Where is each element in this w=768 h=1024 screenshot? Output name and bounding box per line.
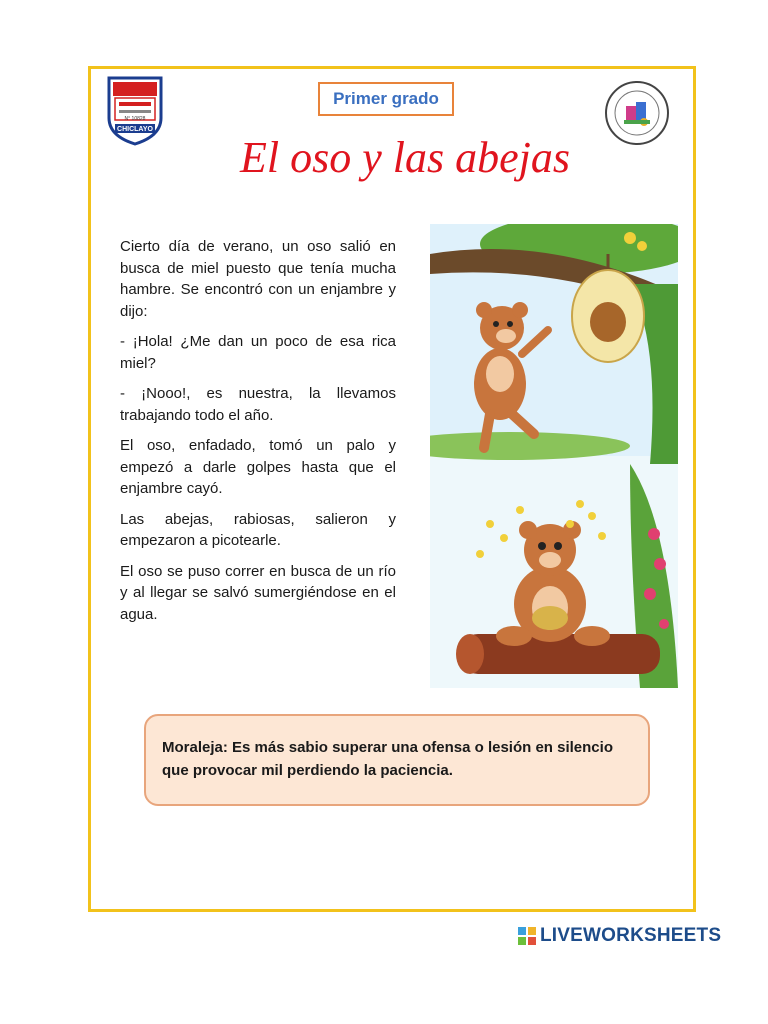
moral-text: Moraleja: Es más sabio superar una ofensa o lesión en silencio que provocar mil perdiendo la paciencia.	[162, 739, 613, 779]
story-paragraph: - ¡Nooo!, es nuestra, la llevamos trabajando todo el año.	[120, 385, 396, 424]
bear-bees-illustration	[430, 224, 678, 688]
moral-box	[144, 714, 650, 806]
svg-text:N° 10828: N° 10828	[124, 116, 146, 122]
brand-name: LIVEWORKSHEETS	[540, 925, 722, 946]
grade-label: Primer grado	[318, 82, 454, 116]
footer-brand	[518, 924, 721, 948]
story-text	[120, 236, 396, 634]
svg-text:CHICLAYO: CHICLAYO	[117, 126, 153, 133]
story-paragraph: El oso, enfadado, tomó un palo y empezó a darle golpes hasta que el enjambre cayó.	[120, 437, 396, 497]
story-paragraph: El oso se puso correr en busca de un río y al llegar se salvó sumergiéndose en el agua.	[120, 562, 396, 623]
story-paragraph: Cierto día de verano, un oso salió en busca de miel puesto que tenía mucha hambre. Se encontró con un enjambre y dijo:	[120, 238, 396, 320]
page-title: El oso y las abejas	[240, 133, 570, 182]
story-paragraph: Las abejas, rabiosas, salieron y empezaron a picotearle.	[120, 510, 396, 549]
story-paragraph: - ¡Hola! ¿Me dan un poco de esa rica miel?	[120, 333, 396, 372]
liveworksheets-logo-icon	[518, 927, 536, 945]
